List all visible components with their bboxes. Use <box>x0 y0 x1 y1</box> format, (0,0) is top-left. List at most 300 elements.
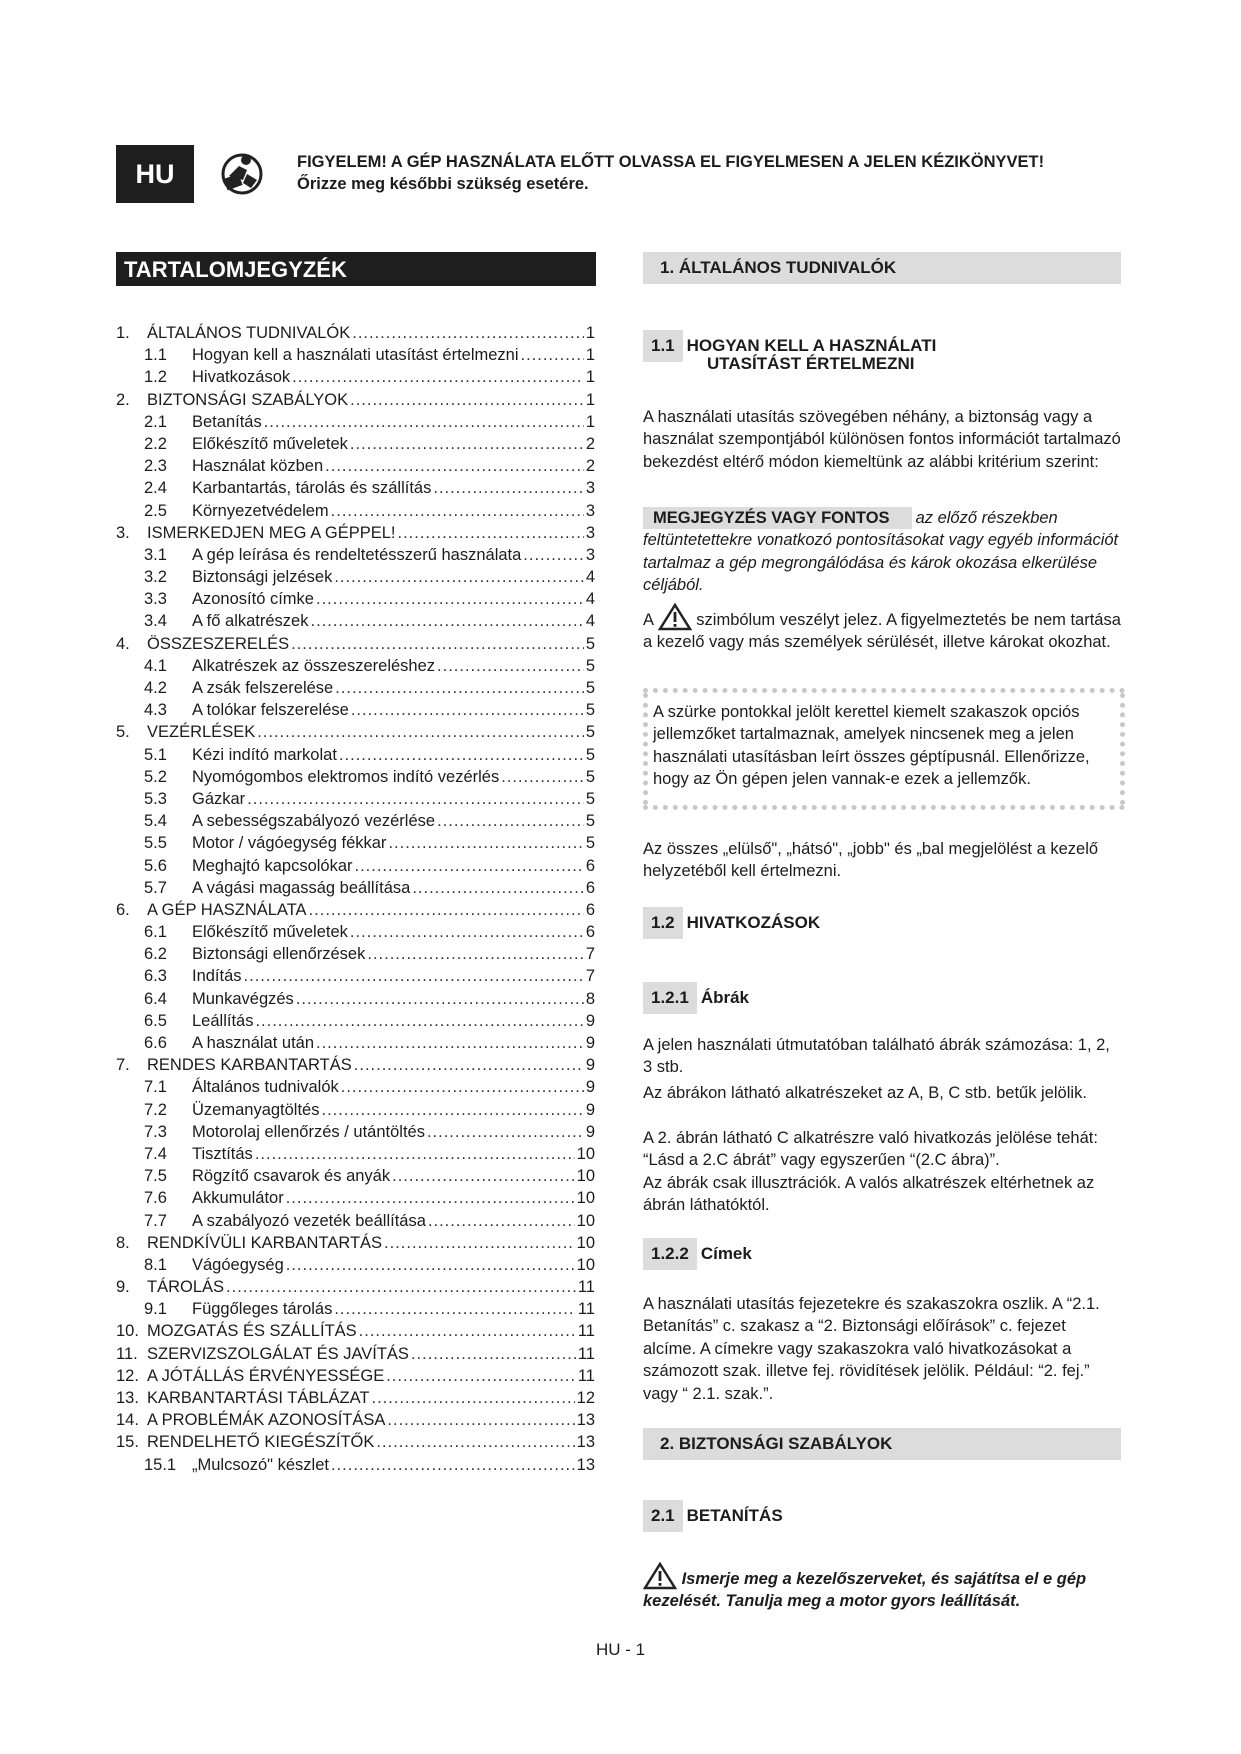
toc-entry-number: 3.2 <box>144 568 167 587</box>
toc-entry-page: 10 <box>576 1189 595 1208</box>
toc-entry-title: Meghajtó kapcsolókar <box>192 856 353 875</box>
toc-entry-number: 7.3 <box>144 1122 167 1141</box>
toc-entry-title: Függőleges tárolás <box>192 1300 333 1319</box>
toc-entry-title: Előkészítő műveletek <box>192 923 348 942</box>
toc-entry-title: Hogyan kell a használati utasítást értelmezni <box>192 346 519 365</box>
toc-leader-dots <box>334 1298 576 1320</box>
toc-entry-page: 6 <box>585 878 595 897</box>
toc-leader-dots <box>335 677 584 699</box>
toc-entry-title: A használat után <box>192 1034 315 1052</box>
toc-entry <box>116 1143 595 1165</box>
toc-entry <box>116 988 595 1010</box>
toc-entry <box>116 588 595 610</box>
toc-entry <box>116 344 595 366</box>
toc-leader-dots <box>523 544 584 566</box>
toc-leader-dots <box>388 832 583 854</box>
toc-entry-title: A tolókar felszerelése <box>192 701 349 720</box>
optional-features-text: A szürke pontokkal jelölt kerettel kiemelt szakaszok opciós jellemzőket tartalmaznak, amelyek nincsenek meg a jelen használati utasításban leírt összes géptípusnál. Ellenőrizze, hogy az Ön gépen jelen vannak-e ezek a jellemzők. <box>653 703 1090 789</box>
toc-entry-page: 11 <box>577 1322 595 1341</box>
toc-entry-page: 6 <box>585 856 595 875</box>
toc-entry-title: RENDKÍVÜLI KARBANTARTÁS <box>147 1233 383 1252</box>
toc-leader-dots <box>352 322 584 344</box>
toc-entry-number: 6.4 <box>144 989 167 1008</box>
subsection-number: 2.1 <box>643 1500 683 1532</box>
toc-entry-number: 8. <box>116 1233 130 1252</box>
reading-manual-icon <box>217 150 267 198</box>
directions-paragraph: Az összes „elülső", „hátsó", „jobb" és „bal megjelölést a kezelő helyzetéből kell értelmezni. <box>643 840 1099 881</box>
toc-entry-title: ÁLTALÁNOS TUDNIVALÓK <box>147 324 351 342</box>
toc-entry-page: 4 <box>585 612 595 631</box>
toc-entry-title: Vágóegység <box>192 1255 284 1274</box>
toc-entry <box>116 500 595 522</box>
toc-entry-number: 11. <box>116 1344 138 1363</box>
toc-entry-number: 3.4 <box>144 612 167 631</box>
toc-entry <box>116 877 595 899</box>
toc-entry <box>116 921 595 943</box>
toc-entry-number: 7.5 <box>144 1167 167 1186</box>
toc-leader-dots <box>427 1121 584 1143</box>
section-heading-2: 2. BIZTONSÁGI SZABÁLYOK <box>643 1428 1121 1460</box>
toc-entry <box>116 832 595 854</box>
toc-entry-number: 6.5 <box>144 1011 167 1030</box>
toc-leader-dots <box>321 1099 583 1121</box>
toc-entry-number: 2.2 <box>144 434 167 453</box>
toc-leader-dots <box>341 1076 584 1098</box>
subsection-heading-1-2-2 <box>643 1238 752 1270</box>
toc-entry-title: Üzemanyagtöltés <box>192 1100 320 1119</box>
toc-entry-number: 4.2 <box>144 679 167 697</box>
toc-leader-dots <box>412 877 584 899</box>
toc-entry-number: 6.6 <box>144 1034 167 1052</box>
toc-entry-title: A szabályozó vezeték beállítása <box>192 1211 426 1230</box>
subsection-title: HIVATKOZÁSOK <box>686 913 821 932</box>
toc-leader-dots <box>501 766 584 788</box>
toc-leader-dots <box>310 610 583 632</box>
toc-entry-page: 8 <box>585 989 595 1008</box>
toc-entry-title: VEZÉRLÉSEK <box>147 723 256 742</box>
toc-entry <box>116 322 595 344</box>
toc-entry-title: RENDES KARBANTARTÁS <box>147 1056 352 1075</box>
toc-entry <box>116 1298 595 1320</box>
toc-leader-dots <box>255 1010 583 1032</box>
toc-entry <box>116 1254 595 1276</box>
figures-paragraph-2: Az ábrákon látható alkatrészeket az A, B, C stb. betűk jelölik. <box>643 1084 1087 1102</box>
toc-leader-dots <box>291 633 584 655</box>
toc-entry-page: 3 <box>585 501 595 520</box>
toc-leader-dots <box>286 1254 575 1276</box>
toc-leader-dots <box>437 655 584 677</box>
toc-entry-title: Alkatrészek az összeszereléshez <box>192 656 436 675</box>
toc-entry-number: 5.2 <box>144 767 167 786</box>
toc-entry-title: KARBANTARTÁSI TÁBLÁZAT <box>147 1389 370 1407</box>
toc-entry <box>116 899 595 921</box>
toc-entry-page: 5 <box>585 679 595 697</box>
toc-entry-title: Kézi indító markolat <box>192 745 337 764</box>
toc-leader-dots <box>316 1032 584 1054</box>
toc-entry-title: Betanítás <box>192 412 262 431</box>
toc-entry-title: Rögzítő csavarok és anyák <box>192 1167 391 1186</box>
toc-entry-page: 9 <box>585 1078 595 1097</box>
toc-leader-dots <box>339 744 584 766</box>
toc-entry-title: Karbantartás, tárolás és szállítás <box>192 479 432 498</box>
toc-entry-number: 7.6 <box>144 1189 167 1208</box>
toc-entry <box>116 1431 595 1453</box>
toc-leader-dots <box>376 1431 574 1453</box>
toc-entry-page: 9 <box>585 1011 595 1030</box>
toc-entry-number: 2.4 <box>144 479 167 498</box>
toc-entry-page: 5 <box>585 656 595 675</box>
toc-entry <box>116 477 595 499</box>
toc-leader-dots <box>521 344 584 366</box>
toc-entry-number: 12. <box>116 1366 139 1385</box>
toc-entry <box>116 943 595 965</box>
toc-entry <box>116 655 595 677</box>
toc-entry <box>116 1365 595 1387</box>
toc-entry <box>116 1165 595 1187</box>
toc-entry-title: A PROBLÉMÁK AZONOSÍTÁSA <box>147 1411 386 1430</box>
toc-leader-dots <box>226 1276 576 1298</box>
toc-entry <box>116 455 595 477</box>
optional-features-box <box>643 688 1125 810</box>
subsection-heading-1-1 <box>643 330 936 374</box>
toc-entry-number: 7.4 <box>144 1144 167 1163</box>
toc-leader-dots <box>428 1210 575 1232</box>
symbol-pre: A <box>643 611 654 629</box>
toc-entry-title: Motor / vágóegység fékkar <box>192 834 387 853</box>
toc-entry-page: 6 <box>585 923 595 942</box>
toc-entry-page: 10 <box>576 1233 595 1252</box>
toc-leader-dots <box>257 721 584 743</box>
toc-entry <box>116 1320 595 1342</box>
toc-entry-page: 5 <box>585 745 595 764</box>
toc-entry-page: 10 <box>576 1144 595 1163</box>
toc-entry-number: 1.2 <box>144 368 167 387</box>
toc-entry-page: 6 <box>585 900 595 919</box>
subsection-number: 1.2.1 <box>643 982 697 1014</box>
toc-entry-page: 10 <box>576 1167 595 1186</box>
toc-entry <box>116 1076 595 1098</box>
toc-entry-title: Motorolaj ellenőrzés / utántöltés <box>192 1122 425 1141</box>
toc-entry <box>116 1387 595 1409</box>
toc-entry-title: ISMERKEDJEN MEG A GÉPPEL! <box>147 523 396 542</box>
toc-entry <box>116 1032 595 1054</box>
toc-leader-dots <box>351 699 584 721</box>
toc-entry-number: 15.1 <box>144 1455 177 1474</box>
toc-leader-dots <box>325 455 584 477</box>
toc-entry-page: 5 <box>585 723 595 742</box>
language-badge: HU <box>116 145 194 203</box>
toc-entry-title: BIZTONSÁGI SZABÁLYOK <box>147 390 349 409</box>
toc-leader-dots <box>433 477 583 499</box>
toc-entry-page: 11 <box>577 1366 595 1385</box>
toc-leader-dots <box>309 899 584 921</box>
subsection-title-line1: HOGYAN KELL A HASZNÁLATI <box>686 336 937 355</box>
toc-entry-number: 3. <box>116 523 130 542</box>
training-warning <box>643 1562 1121 1613</box>
toc-entry <box>116 366 595 388</box>
toc-entry-number: 7.7 <box>144 1211 167 1230</box>
toc-entry-number: 3.1 <box>144 545 167 564</box>
toc-entry <box>116 522 595 544</box>
toc-entry-title: „Mulcsozó" készlet <box>192 1455 329 1474</box>
toc-entry-page: 7 <box>585 967 595 986</box>
note-text: az előző részekben feltüntetettekre vonatkozó pontosításokat vagy egyéb információt tartalmaz a gép megrongálódása és károk okozása elkerülése céljából. <box>643 509 1119 595</box>
toc-entry-title: Általános tudnivalók <box>192 1078 339 1097</box>
toc-entry-number: 6.2 <box>144 945 167 964</box>
warning-triangle-icon <box>643 1562 677 1590</box>
toc-leader-dots <box>384 1232 575 1254</box>
toc-entry-title: Használat közben <box>192 457 324 476</box>
toc-entry <box>116 1121 595 1143</box>
toc-entry <box>116 677 595 699</box>
toc-entry-page: 11 <box>577 1344 595 1363</box>
toc-entry-title: MOZGATÁS ÉS SZÁLLÍTÁS <box>147 1322 357 1341</box>
toc-entry-number: 6.1 <box>144 923 167 942</box>
figures-paragraph-3: A 2. ábrán látható C alkatrészre való hivatkozás jelölése tehát: “Lásd a 2.C ábrát” vagy egyszerűen “(2.C ábra)”. <box>643 1129 1098 1170</box>
toc-entry-page: 9 <box>585 1034 595 1052</box>
toc-entry-title: Tisztítás <box>192 1144 253 1163</box>
toc-entry <box>116 1210 595 1232</box>
toc-entry-number: 2.1 <box>144 412 167 431</box>
toc-entry-number: 5.1 <box>144 745 167 764</box>
toc-entry-number: 4.1 <box>144 656 167 675</box>
toc-entry-title: ÖSSZESZERELÉS <box>147 634 290 653</box>
toc-leader-dots <box>350 921 584 943</box>
toc-entry-page: 10 <box>576 1255 595 1274</box>
toc-entry-page: 9 <box>585 1100 595 1119</box>
toc-entry <box>116 744 595 766</box>
toc-leader-dots <box>264 411 584 433</box>
toc-entry-page: 12 <box>576 1389 595 1407</box>
toc-leader-dots <box>386 1365 576 1387</box>
toc-entry-number: 5.6 <box>144 856 167 875</box>
toc-entry-title: A zsák felszerelése <box>192 679 334 697</box>
toc-leader-dots <box>331 1454 575 1476</box>
toc-leader-dots <box>355 855 584 877</box>
toc-leader-dots <box>292 366 584 388</box>
toc-entry <box>116 810 595 832</box>
toc-entry-page: 1 <box>585 390 595 409</box>
toc-entry-page: 4 <box>585 568 595 587</box>
toc-entry-page: 5 <box>585 789 595 808</box>
toc-leader-dots <box>387 1409 574 1431</box>
toc-entry-number: 5. <box>116 723 130 742</box>
toc-entry <box>116 1343 595 1365</box>
toc-entry-number: 14. <box>116 1411 139 1430</box>
toc-entry-title: Előkészítő műveletek <box>192 434 348 453</box>
toc-entry-title: Akkumulátor <box>192 1189 284 1208</box>
toc-entry-title: Gázkar <box>192 789 246 808</box>
toc-entry-page: 9 <box>585 1122 595 1141</box>
toc-entry-page: 5 <box>585 812 595 831</box>
warning-line-1: FIGYELEM! A GÉP HASZNÁLATA ELŐTT OLVASSA EL FIGYELMESEN A JELEN KÉZIKÖNYVET! <box>297 153 1045 171</box>
toc-entry-title: Indítás <box>192 967 242 986</box>
toc-entry-title: Azonosító címke <box>192 590 314 609</box>
toc-entry-number: 3.3 <box>144 590 167 609</box>
toc-entry-number: 1.1 <box>144 346 167 365</box>
toc-entry <box>116 766 595 788</box>
toc-entry-title: A GÉP HASZNÁLATA <box>147 900 307 919</box>
figures-paragraph-4: Az ábrák csak illusztrációk. A valós alkatrészek eltérhetnek az ábrán láthatóktól. <box>643 1174 1095 1215</box>
toc-entry-page: 11 <box>577 1278 595 1297</box>
toc-leader-dots <box>350 433 584 455</box>
toc-leader-dots <box>372 1387 575 1409</box>
toc-leader-dots <box>296 988 584 1010</box>
toc-leader-dots <box>359 1320 576 1342</box>
toc-entry-page: 1 <box>585 368 595 387</box>
toc-leader-dots <box>437 810 584 832</box>
toc-entry-page: 5 <box>585 834 595 853</box>
toc-entry-page: 1 <box>585 412 595 431</box>
symbol-text: szimbólum veszélyt jelez. A figyelmeztetés be nem tartása a kezelő vagy más személyek sérülését, illetve károkat okozhat. <box>643 611 1121 652</box>
toc-leader-dots <box>367 943 583 965</box>
subsection-title: BETANÍTÁS <box>686 1506 783 1525</box>
toc-leader-dots <box>398 522 584 544</box>
toc-entry-title: A JÓTÁLLÁS ÉRVÉNYESSÉGE <box>147 1366 385 1385</box>
toc-entry-title: A fő alkatrészek <box>192 612 309 631</box>
note-label: MEGJEGYZÉS VAGY FONTOS <box>643 507 912 529</box>
toc-entry-number: 5.3 <box>144 789 167 808</box>
toc-entry-title: Leállítás <box>192 1011 254 1030</box>
toc-entry-number: 15. <box>116 1433 139 1452</box>
toc-entry-title: RENDELHETŐ KIEGÉSZÍTŐK <box>147 1433 375 1452</box>
toc-entry-number: 8.1 <box>144 1255 167 1274</box>
symbol-paragraph <box>643 603 1121 654</box>
toc-entry-number: 2.3 <box>144 457 167 476</box>
toc-entry-page: 2 <box>585 457 595 476</box>
toc-entry <box>116 566 595 588</box>
toc-entry-page: 13 <box>576 1455 595 1474</box>
toc-entry-number: 9.1 <box>144 1300 167 1319</box>
toc-entry-number: 5.7 <box>144 878 167 897</box>
toc-entry <box>116 433 595 455</box>
subsection-heading-1-2-1 <box>643 982 749 1014</box>
toc-entry-title: A gép leírása és rendeltetésszerű használata <box>192 545 522 564</box>
toc-entry <box>116 544 595 566</box>
toc-entry-title: SZERVIZSZOLGÁLAT ÉS JAVÍTÁS <box>147 1344 409 1363</box>
toc-entry-number: 6.3 <box>144 967 167 986</box>
table-of-contents <box>116 322 595 1476</box>
toc-entry-number: 6. <box>116 900 130 919</box>
subsection-number: 1.2.2 <box>643 1238 697 1270</box>
toc-entry <box>116 699 595 721</box>
warning-triangle-icon <box>658 603 692 631</box>
toc-entry-page: 3 <box>585 523 595 542</box>
toc-leader-dots <box>350 389 584 411</box>
toc-entry-number: 4.3 <box>144 701 167 720</box>
toc-entry-page: 2 <box>585 434 595 453</box>
toc-entry-page: 1 <box>585 346 595 365</box>
toc-entry-page: 11 <box>577 1300 595 1319</box>
toc-entry-number: 7.1 <box>144 1078 167 1097</box>
subsection-number: 1.1 <box>643 330 683 362</box>
toc-entry <box>116 855 595 877</box>
toc-entry <box>116 1187 595 1209</box>
toc-entry-number: 9. <box>116 1278 130 1297</box>
subsection-title: Ábrák <box>700 988 749 1007</box>
toc-entry <box>116 788 595 810</box>
toc-leader-dots <box>411 1343 576 1365</box>
toc-entry <box>116 633 595 655</box>
toc-entry-title: Munkavégzés <box>192 989 294 1008</box>
toc-entry-number: 2. <box>116 390 130 409</box>
toc-entry <box>116 1099 595 1121</box>
warning-line-2: Őrizze meg későbbi szükség esetére. <box>297 175 589 193</box>
toc-entry-number: 13. <box>116 1389 139 1407</box>
toc-entry-page: 3 <box>585 479 595 498</box>
toc-entry-page: 10 <box>576 1211 595 1230</box>
section-heading-1: 1. ÁLTALÁNOS TUDNIVALÓK <box>643 252 1121 284</box>
toc-entry-page: 1 <box>585 324 595 342</box>
toc-leader-dots <box>354 1054 584 1076</box>
toc-entry <box>116 610 595 632</box>
toc-entry-number: 4. <box>116 634 130 653</box>
toc-leader-dots <box>334 566 583 588</box>
toc-entry <box>116 1454 595 1476</box>
titles-paragraph: A használati utasítás fejezetekre és szakaszokra oszlik. A “2.1. Betanítás” c. szakasz a “2. Biztonsági előírások” c. fejezet alcíme. A címekre vagy szakaszokra való hivatkozásokat a számozott szak. illetve fej. rövidítések jelölik. Például: “2. fej.” vagy “ 2.1. szak.”. <box>643 1295 1100 1403</box>
toc-entry-number: 2.5 <box>144 501 167 520</box>
intro-paragraph: A használati utasítás szövegében néhány, a biztonság vagy a használat szempontjából különösen fontos információt tartalmazó bekezdést eltérő módon kiemeltünk az alábbi kritérium szerint: <box>643 408 1121 471</box>
toc-entry <box>116 1054 595 1076</box>
subsection-number: 1.2 <box>643 907 683 939</box>
toc-entry <box>116 411 595 433</box>
toc-entry-title: Biztonsági ellenőrzések <box>192 945 366 964</box>
toc-entry-title: Környezetvédelem <box>192 501 329 520</box>
toc-leader-dots <box>247 788 584 810</box>
figures-paragraph-1: A jelen használati útmutatóban található ábrák számozása: 1, 2, 3 stb. <box>643 1036 1110 1077</box>
toc-entry-title: A vágási magasság beállítása <box>192 878 411 897</box>
page-number: HU - 1 <box>595 1640 646 1659</box>
subsection-title-line2: UTASÍTÁST ÉRTELMEZNI <box>707 354 915 373</box>
toc-title: TARTALOMJEGYZÉK <box>116 252 596 286</box>
toc-leader-dots <box>331 500 584 522</box>
subsection-heading-2-1 <box>643 1500 783 1532</box>
header-warning <box>297 151 1044 195</box>
toc-entry <box>116 1010 595 1032</box>
toc-leader-dots <box>244 965 584 987</box>
toc-entry-page: 5 <box>585 767 595 786</box>
toc-entry-number: 7. <box>116 1056 130 1075</box>
toc-entry-number: 5.5 <box>144 834 167 853</box>
toc-entry-page: 3 <box>585 545 595 564</box>
toc-entry <box>116 721 595 743</box>
training-warning-text: Ismerje meg a kezelőszerveket, és sajátítsa el e gép kezelését. Tanulja meg a motor gyors leállítását. <box>643 1570 1087 1611</box>
toc-leader-dots <box>286 1187 575 1209</box>
toc-leader-dots <box>255 1143 575 1165</box>
toc-entry-title: Hivatkozások <box>192 368 291 387</box>
toc-entry-page: 5 <box>585 634 595 653</box>
toc-leader-dots <box>392 1165 575 1187</box>
toc-entry-number: 1. <box>116 324 130 342</box>
toc-entry-page: 4 <box>585 590 595 609</box>
toc-entry-title: Nyomógombos elektromos indító vezérlés <box>192 767 500 786</box>
toc-entry <box>116 965 595 987</box>
toc-entry-page: 13 <box>576 1411 595 1430</box>
toc-entry <box>116 1276 595 1298</box>
toc-entry-page: 13 <box>576 1433 595 1452</box>
note-paragraph <box>643 507 1121 597</box>
toc-entry-page: 9 <box>585 1056 595 1075</box>
toc-entry-number: 7.2 <box>144 1100 167 1119</box>
toc-entry-number: 10. <box>116 1322 139 1341</box>
toc-entry <box>116 1232 595 1254</box>
toc-leader-dots <box>316 588 584 610</box>
subsection-heading-1-2 <box>643 907 820 939</box>
subsection-title: Címek <box>700 1244 752 1263</box>
toc-entry <box>116 389 595 411</box>
toc-entry-number: 5.4 <box>144 812 167 831</box>
toc-entry <box>116 1409 595 1431</box>
